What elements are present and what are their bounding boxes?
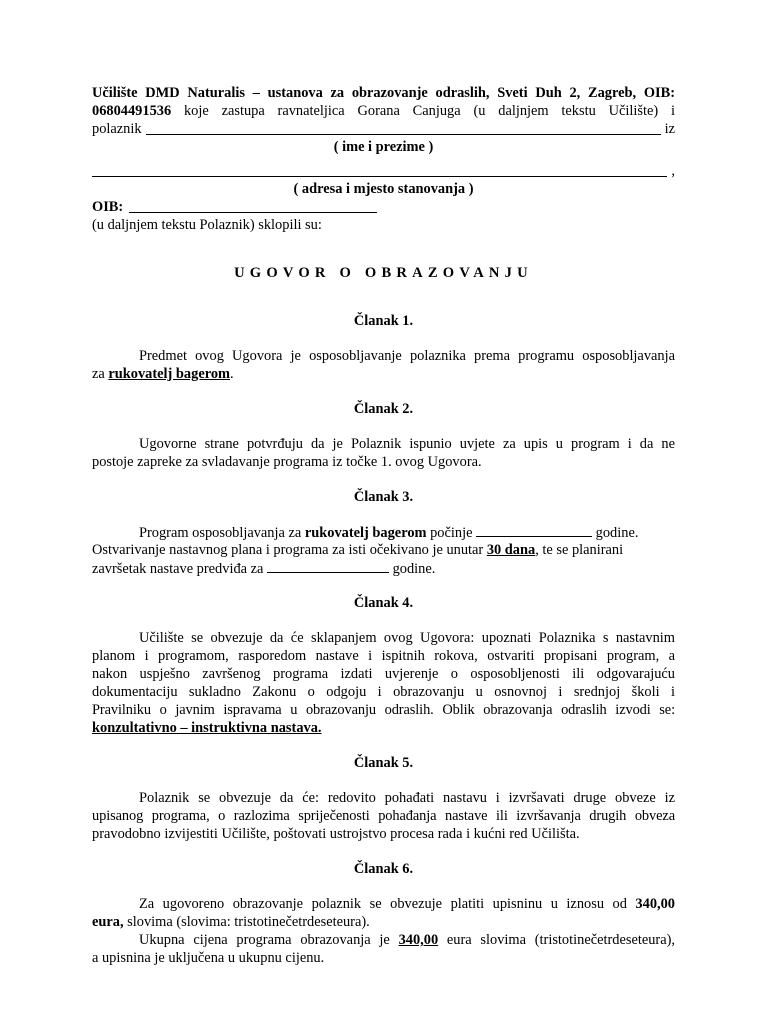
student-name-field[interactable] <box>146 134 661 135</box>
article-4-line-6: konzultativno – instruktivna nastava. <box>92 720 322 736</box>
article-4-heading: Članak 4. <box>353 595 414 611</box>
article-4-line-5: Pravilniku o javnim ispravama u obrazovanju odraslih. Oblik obrazovanja odraslih izvodi se: <box>92 702 675 718</box>
article-4-line-4: dokumentaciju sukladno Zakonu o odgoju i obrazovanju u osnovnoj i srednjoj školi i <box>92 684 675 700</box>
header-institution-line: Učilište DMD Naturalis – ustanova za obrazovanje odraslih, Sveti Duh 2, Zagreb, OIB: <box>92 85 675 101</box>
article-1-line-1: Predmet ovog Ugovora je osposobljavanje polaznika prema programu osposobljavanja <box>139 348 675 364</box>
article-6-heading: Članak 6. <box>353 861 414 877</box>
end-date-field[interactable] <box>267 559 389 573</box>
article-6-body <box>92 895 675 967</box>
article-3-year-text: godine. <box>592 525 639 541</box>
article-1-suffix: . <box>230 366 234 382</box>
article-4-line-3: nakon uspješno završenog programa izdati uvjerenje o osposobljenosti ili odgovarajuću <box>92 666 675 682</box>
article-3-end-suffix: godine. <box>389 561 436 577</box>
student-oib-field[interactable] <box>129 199 377 213</box>
program-name: rukovatelj bagerom <box>108 366 231 382</box>
article-5-line-1: Polaznik se obvezuje da će: redovito pohađati nastavu i izvršavati druge obveze iz <box>139 790 675 806</box>
name-caption: ( ime i prezime ) <box>333 139 434 155</box>
article-4-line-2: planom i programom, rasporedom nastave i ispitnih rokova, ostvariti propisani program, a <box>92 648 675 664</box>
article-2-line-2: postoje zapreke za svladavanje programa iz točke 1. ovog Ugovora. <box>92 454 482 470</box>
article-6-line-4: a upisnina je uključena u ukupnu cijenu. <box>92 950 325 966</box>
article-6-total-prefix: Ukupna cijena programa obrazovanja je <box>139 932 399 948</box>
article-6-line-2 <box>92 913 675 931</box>
oib-label: OIB: <box>92 199 124 215</box>
enrollment-fee-currency: eura, <box>92 914 124 930</box>
article-5-line-2: upisanog programa, o razlozima spriječenosti pohađanja nastave ili izvršavanja drugih obveza <box>92 808 675 824</box>
enrollment-fee-words: slovima (slovima: tristotinečetrdeseteura). <box>123 914 370 930</box>
start-date-field[interactable] <box>476 523 592 537</box>
duration-value: 30 dana <box>486 542 536 558</box>
article-3-heading: Članak 3. <box>353 489 414 505</box>
address-caption: ( adresa i mjesto stanovanja ) <box>293 181 474 197</box>
article-2-heading: Članak 2. <box>353 401 414 417</box>
article-2-line-1: Ugovorne strane potvrđuju da je Polaznik ispunio uvjete za upis u program i da ne <box>139 436 675 452</box>
article-5-heading: Članak 5. <box>353 755 414 771</box>
student-name-row <box>92 120 675 138</box>
article-1-prefix: za <box>92 366 109 382</box>
article-3-line-1 <box>92 523 675 541</box>
total-price-amount: 340,00 <box>398 932 439 948</box>
contract-page <box>92 84 675 967</box>
article-3-end-prefix: završetak nastave predviđa za <box>92 561 267 577</box>
representative-text: koje zastupa ravnateljica Gorana Canjuga (u daljnjem tekstu Učilište) i <box>171 103 675 119</box>
contract-title: UGOVOR O OBRAZOVANJU <box>234 265 533 281</box>
oib-row <box>92 198 675 216</box>
article-3-line-3 <box>92 559 675 577</box>
article-2-body <box>92 435 675 471</box>
article-4-line-1: Učilište se obvezuje da će sklapanjem ovog Ugovora: upoznati Polaznika s nastavnim <box>139 630 675 646</box>
address-suffix: , <box>671 163 675 179</box>
article-3-begins-text: počinje <box>426 525 477 541</box>
article-3-duration-prefix: Ostvarivanje nastavnog plana i programa za isti očekivano je unutar <box>92 542 487 558</box>
article-3-prefix: Program osposobljavanja za <box>139 525 305 541</box>
enrollment-fee-amount: 340,00 <box>635 896 675 912</box>
article-1-line-2 <box>92 365 675 383</box>
article-6-fee-prefix: Za ugovoreno obrazovanje polaznik se obvezuje platiti upisninu u iznosu od <box>139 896 636 912</box>
article-6-line-3 <box>92 931 675 949</box>
article-5-line-3: pravodobno izvijestiti Učilište, poštovati ustrojstvo procesa rada i kućni red Učilišta. <box>92 826 580 842</box>
article-5-body <box>92 789 675 843</box>
article-3-duration-suffix: , te se planirani <box>535 542 624 558</box>
polaznik-label: polaznik <box>92 121 142 137</box>
header-representative-line <box>92 102 675 120</box>
article-1-body <box>92 347 675 383</box>
article-3-line-2 <box>92 541 675 559</box>
institution-oib: 06804491536 <box>92 103 172 119</box>
article-1-heading: Članak 1. <box>353 313 414 329</box>
polaznik-suffix: iz <box>664 121 675 137</box>
address-row <box>92 162 675 180</box>
total-price-words: eura slovima (tristotinečetrdeseteura), <box>438 932 675 948</box>
article-3-program-name: rukovatelj bagerom <box>304 525 427 541</box>
article-6-line-1 <box>92 895 675 913</box>
sklopili-line: (u daljnjem tekstu Polaznik) sklopili su: <box>92 217 322 233</box>
article-4-body <box>92 629 675 737</box>
student-address-field[interactable] <box>92 176 667 177</box>
article-3-body <box>92 523 675 577</box>
